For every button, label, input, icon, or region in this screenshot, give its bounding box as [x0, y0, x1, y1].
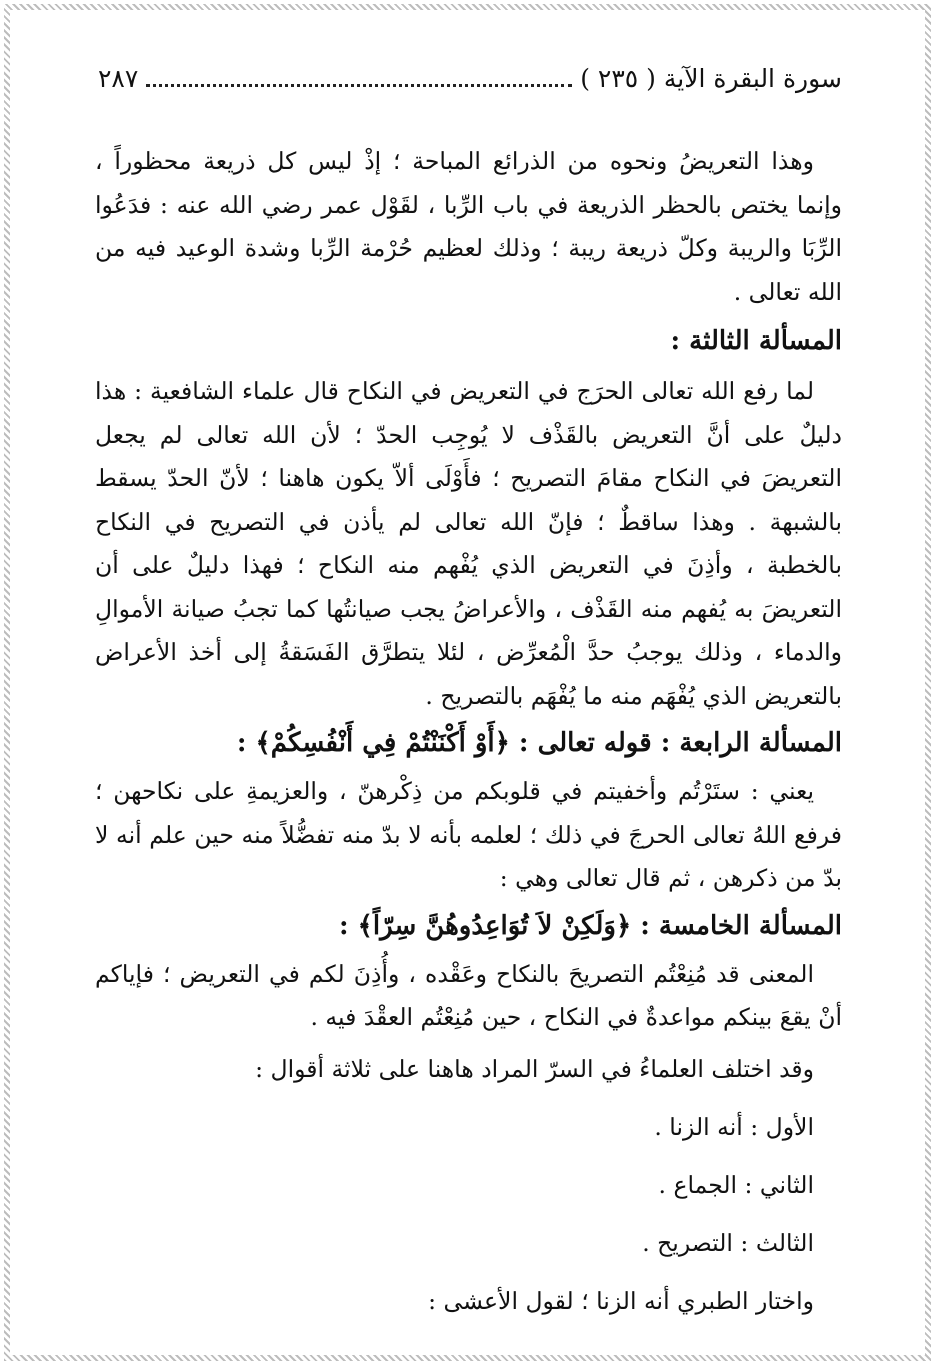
paragraph-6: واختار الطبري أنه الزنا ؛ لقول الأعشى :: [428, 1286, 814, 1315]
opinion-2: الثاني : الجماع .: [658, 1170, 814, 1199]
paragraph-2: لما رفع الله تعالى الحرَج في التعريض في النكاح قال علماء الشافعية : هذا دليلٌ على أنَّ التعريض بالقَذْف لا يُوجِب الحدّ ؛ لأن الله تعالى لم يجعل التعريضَ في النكاح مقامَ التصريح ؛ فأَوْلَى ألاّ يكون هاهنا ؛ لأنّ الحدّ يسقط بالشبهة . وهذا ساقطٌ ؛ فإنّ الله تعالى لم يأذن في التصريح في النكاح بالخطبة ، وأذِنَ في التعريض الذي يُفْهم منه النكاح ؛ فهذا دليلٌ على أن التعريضَ به يُفهم منه القَذْف ، والأعراضُ يجب صيانتُها كما تجبُ صيانة الأموالِ والدماء ، وذلك يوجبُ حدَّ الْمُعرِّض ، لئلا يتطرَّق الفَسَقةُ إلى أخذ الأعراض بالتعريض الذي يُفْهَم منه ما يُفْهَم بالتصريح .: [95, 377, 842, 710]
heading-fifth-issue: المسألة الخامسة : ﴿وَلَكِنْ لاَ تُوَاعِدُوهُنَّ سِرّاً﴾ :: [338, 910, 842, 941]
opinion-3: الثالث : التصريح .: [642, 1228, 814, 1257]
heading-fourth-issue: المسألة الرابعة : قوله تعالى : ﴿أَوْ أَكْنَنْتُمْ فِي أَنْفُسِكُمْ﴾ :: [236, 728, 842, 758]
heading-third-issue: المسألة الثالثة :: [670, 326, 842, 356]
page-header: [98, 58, 842, 98]
paragraph-4: المعنى قد مُنِعْتُم التصريحَ بالنكاح وعَقْده ، وأُذِنَ لكم في التعريض ؛ فإياكم أنْ يقعَ بينكم مواعدةٌ في النكاح ، حين مُنِعْتُم العقْدَ فيه .: [95, 959, 842, 1031]
paragraph-3: يعني : ستَرْتُم وأخفيتم في قلوبكم من ذِكْرهنّ ، والعزيمةِ على نكاحهن ؛ فرفع اللهُ تعالى الحرجَ في ذلك ؛ لعلمه بأنه لا بدّ منه تفضُّلاً منه حين علم أنه لا بدّ من ذكرهن ، ثم قال تعالى وهي :: [95, 777, 842, 892]
page-body: [95, 140, 842, 1330]
running-title: سورة البقرة الآية ( ٢٣٥ ): [580, 63, 842, 93]
page-number: ٢٨٧: [98, 63, 139, 93]
paragraph-5: وقد اختلف العلماءُ في السرّ المراد هاهنا على ثلاثة أقوال :: [255, 1054, 814, 1083]
opinion-1: الأول : أنه الزنا .: [654, 1112, 814, 1141]
paragraph-1: وهذا التعريضُ ونحوه من الذرائع المباحة ؛ إذْ ليس كل ذريعة محظوراً ، وإنما يختص بالحظر الذريعة في باب الرِّبا ، لقَوْل عمر رضي الله عنه : فدَعُوا الرِّبَا والريبة وكلّ ذريعة ريبة ؛ وذلك لعظيم حُرْمة الرِّبا وشدة الوعيد فيه من الله تعالى .: [95, 147, 842, 306]
leader-dots: [146, 70, 572, 87]
